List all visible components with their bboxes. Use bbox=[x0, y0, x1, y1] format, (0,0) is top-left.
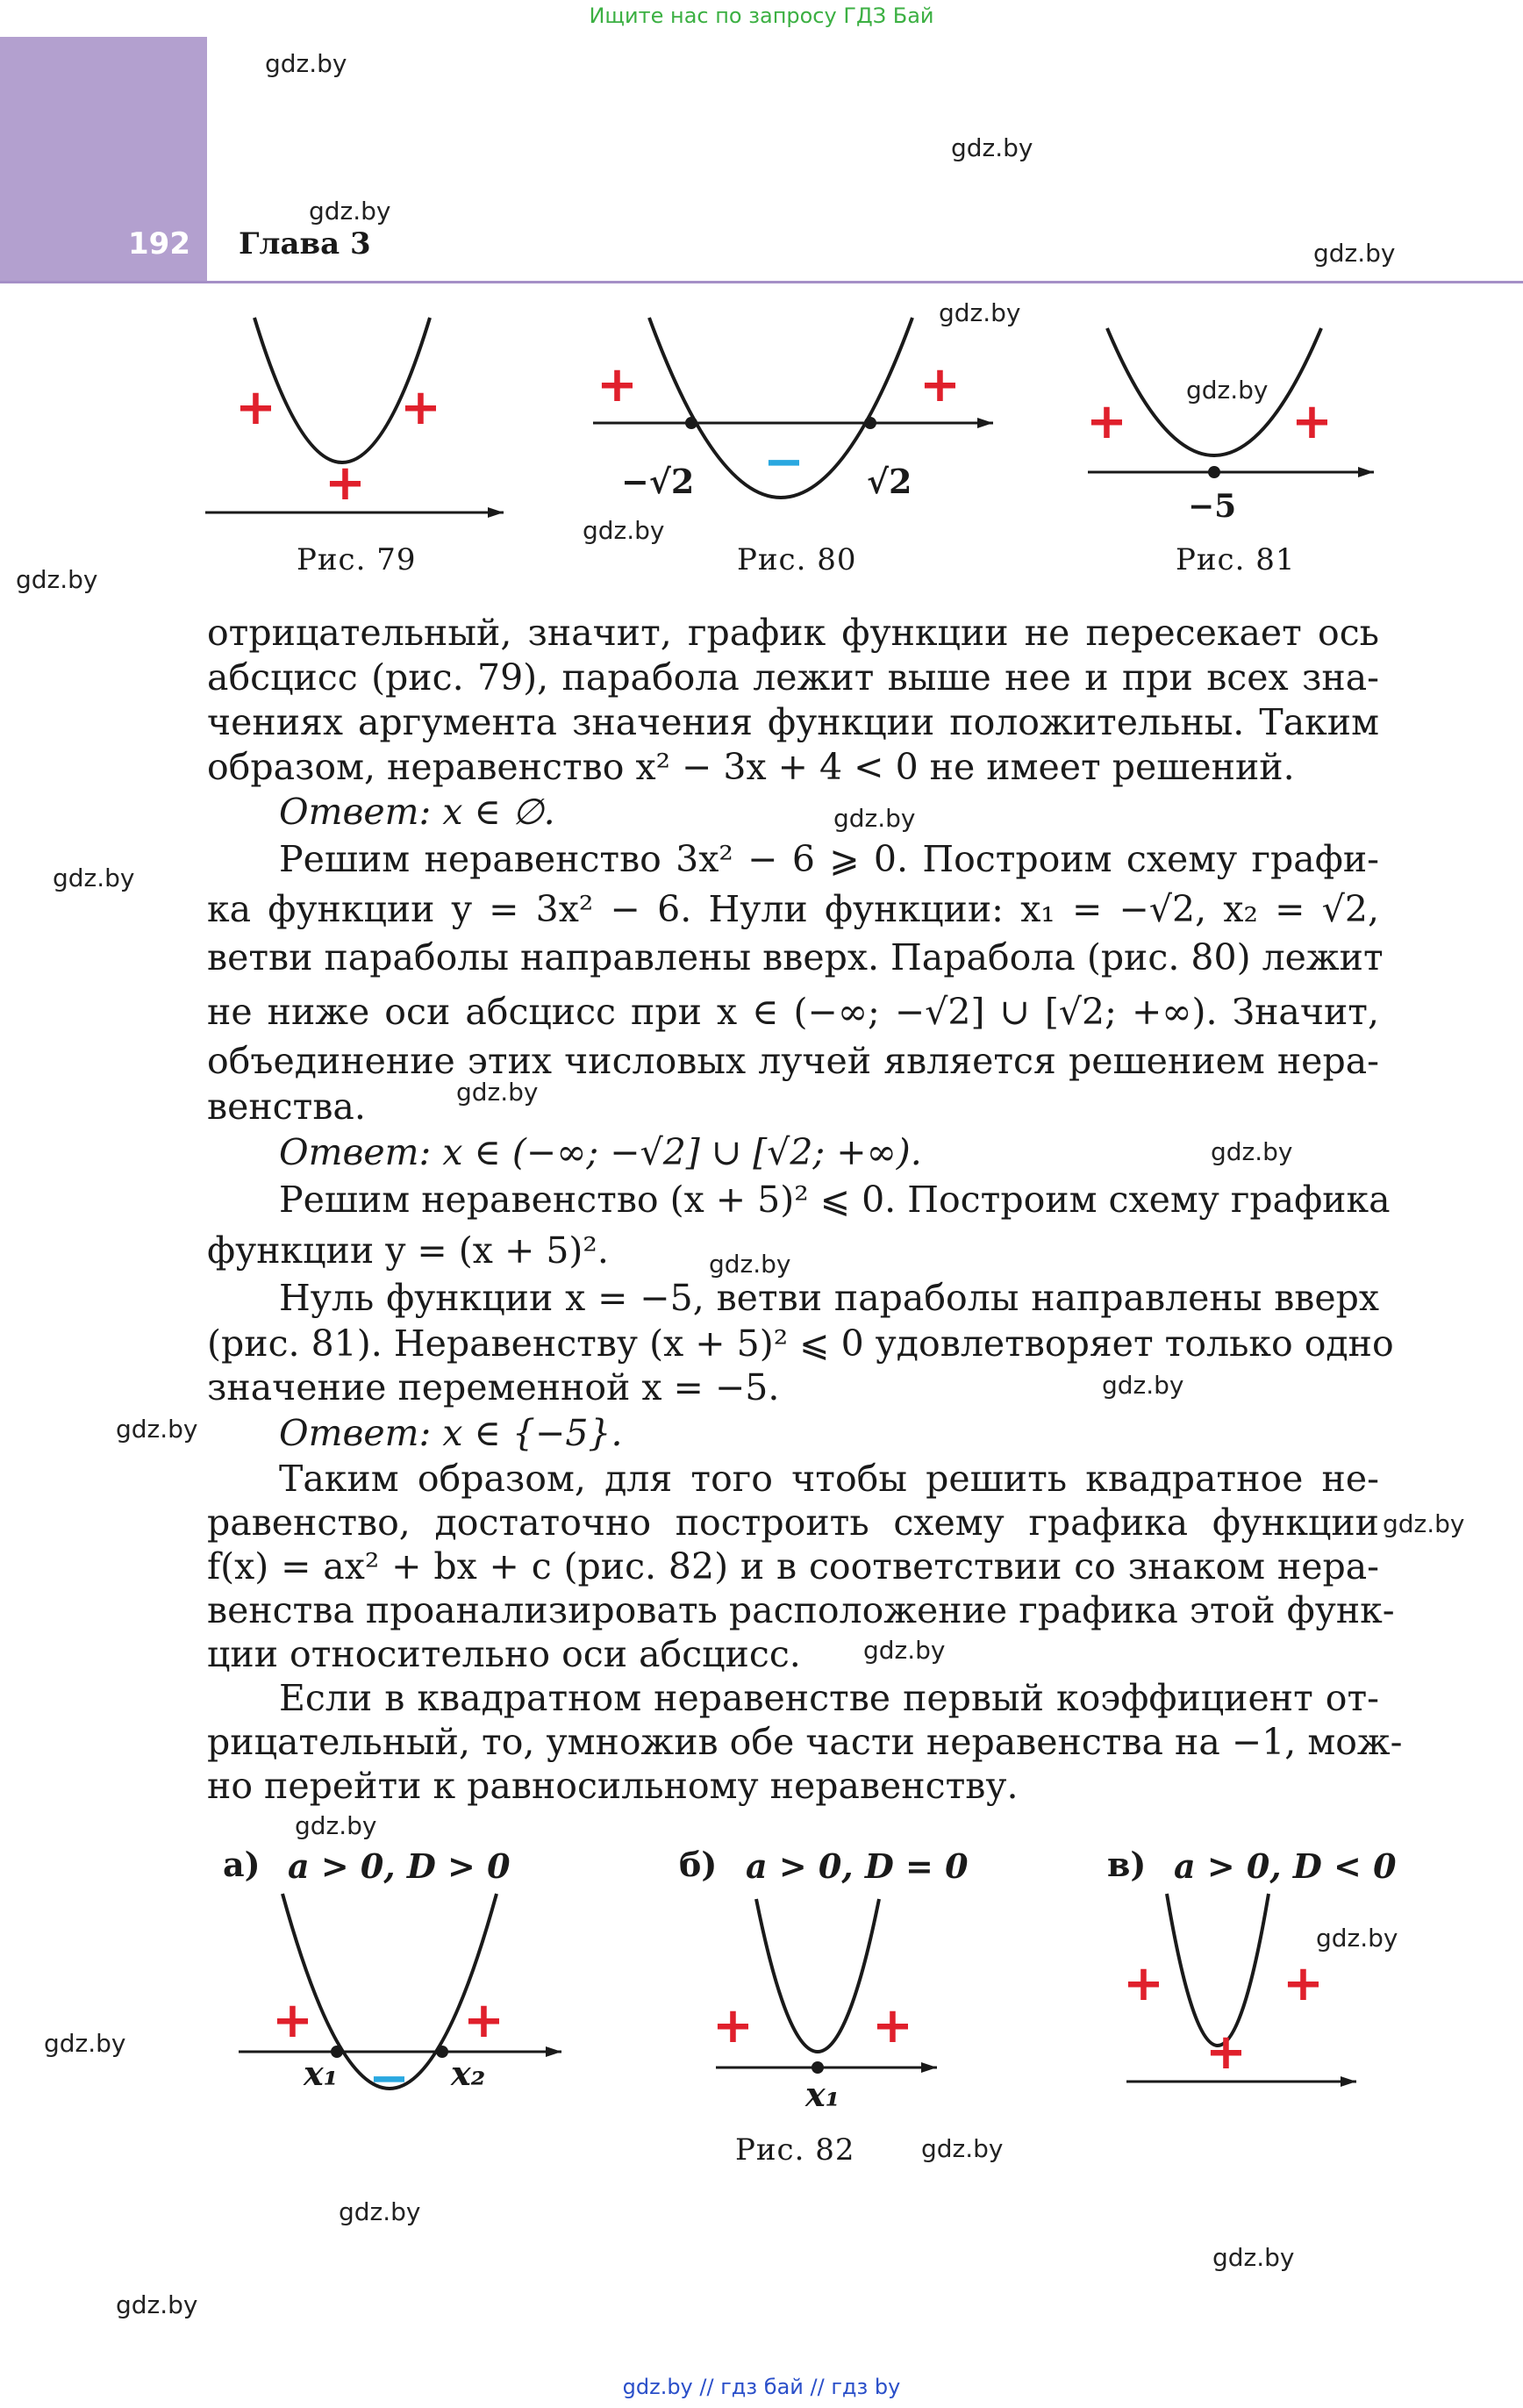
watermark: gdz.by bbox=[1313, 239, 1396, 268]
plus-sign: + bbox=[1086, 393, 1127, 450]
figure-80-caption: Рис. 80 bbox=[737, 542, 857, 577]
fig82-b-label: б) bbox=[679, 1845, 718, 1884]
figure-81-caption: Рис. 81 bbox=[1176, 542, 1296, 577]
axis-arrow-80 bbox=[977, 418, 993, 428]
plus-sign: + bbox=[463, 1992, 504, 2049]
fig82-a-label: а) bbox=[223, 1845, 261, 1884]
minus-sign: − bbox=[763, 434, 804, 491]
watermark: gdz.by bbox=[951, 133, 1033, 162]
axis-arrow-81 bbox=[1358, 467, 1374, 477]
root-label-left: −√2 bbox=[621, 462, 695, 501]
fig82-a-condition: a > 0, D > 0 bbox=[288, 1846, 511, 1886]
text-line: абсцисс (рис. 79), парабола лежит выше нее и при всех зна- bbox=[207, 656, 1379, 699]
watermark: gdz.by bbox=[1316, 1924, 1398, 1953]
page-number: 192 bbox=[128, 226, 190, 262]
fig82-c-condition: a > 0, D < 0 bbox=[1174, 1846, 1397, 1886]
text-line: Если в квадратном неравенстве первый коэффициент от- bbox=[279, 1677, 1379, 1719]
watermark: gdz.by bbox=[295, 1811, 377, 1840]
watermark: gdz.by bbox=[339, 2197, 421, 2226]
text-line: чениях аргумента значения функции положительны. Таким bbox=[207, 701, 1379, 743]
plus-sign: + bbox=[919, 356, 961, 413]
plus-sign: + bbox=[712, 1997, 754, 2054]
plus-sign: + bbox=[1123, 1955, 1164, 2012]
text-line: равенство, достаточно построить схему графика функции bbox=[207, 1501, 1379, 1544]
text-line: f(x) = ax² + bx + c (рис. 82) и в соответствии со знаком нера- bbox=[207, 1545, 1379, 1587]
figure-81 bbox=[1084, 318, 1400, 484]
chapter-title: Глава 3 bbox=[239, 226, 371, 262]
watermark: gdz.by bbox=[16, 565, 98, 594]
header-rule bbox=[0, 281, 1523, 283]
bottom-banner[interactable]: gdz.by // гдз бай // гдз by bbox=[622, 2375, 901, 2399]
text-line: функции y = (x + 5)². bbox=[207, 1229, 609, 1272]
minus-sign: − bbox=[368, 2050, 410, 2107]
axis-arrow-82b bbox=[921, 2062, 937, 2073]
figure-82-caption: Рис. 82 bbox=[735, 2132, 855, 2168]
text-line: но перейти к равносильному неравенству. bbox=[207, 1765, 1019, 1807]
root-label-x1: x₁ bbox=[304, 2053, 339, 2093]
watermark: gdz.by bbox=[1211, 1137, 1293, 1166]
plus-sign: + bbox=[1205, 2024, 1247, 2081]
root-label: −5 bbox=[1188, 488, 1237, 525]
text-line: ка функции y = 3x² − 6. Нули функции: x₁ = −√2, x₂ = √2, bbox=[207, 888, 1379, 930]
root-point bbox=[1208, 466, 1220, 478]
text-line: не ниже оси абсцисс при x ∈ (−∞; −√2] ∪ [√2; +∞). Значит, bbox=[207, 991, 1379, 1033]
answer-1: Ответ: x ∈ ∅. bbox=[279, 791, 555, 833]
text-line: ветви параболы направлены вверх. Парабола (рис. 80) лежит bbox=[207, 936, 1384, 978]
plus-sign: + bbox=[872, 1997, 913, 2054]
fig82-b-condition: a > 0, D = 0 bbox=[746, 1846, 969, 1886]
watermark: gdz.by bbox=[116, 1415, 198, 1444]
text-line: отрицательный, значит, график функции не пересекает ось bbox=[207, 612, 1379, 654]
axis-arrow-82c bbox=[1341, 2076, 1356, 2087]
watermark: gdz.by bbox=[1383, 1509, 1465, 1538]
plus-sign: + bbox=[272, 1992, 313, 2049]
text-line: Решим неравенство (x + 5)² ⩽ 0. Построим схему графика bbox=[279, 1179, 1391, 1221]
text-line: образом, неравенство x² − 3x + 4 < 0 не имеет решений. bbox=[207, 746, 1295, 788]
text-line: значение переменной x = −5. bbox=[207, 1366, 780, 1408]
plus-sign: + bbox=[235, 379, 276, 436]
watermark: gdz.by bbox=[583, 516, 665, 545]
watermark: gdz.by bbox=[921, 2134, 1004, 2163]
plus-sign: + bbox=[400, 379, 441, 436]
watermark: gdz.by bbox=[309, 197, 391, 226]
plus-sign: + bbox=[325, 455, 366, 512]
text-line: ции относительно оси абсцисс. bbox=[207, 1633, 801, 1675]
watermark: gdz.by bbox=[116, 2290, 198, 2319]
watermark: gdz.by bbox=[709, 1250, 791, 1279]
root-point bbox=[864, 417, 876, 429]
root-point bbox=[685, 417, 697, 429]
parabola-81 bbox=[1107, 328, 1321, 455]
watermark: gdz.by bbox=[863, 1636, 946, 1665]
axis-arrow-79 bbox=[488, 507, 504, 518]
fig82-c-label: в) bbox=[1107, 1845, 1147, 1884]
figure-80 bbox=[590, 307, 1011, 535]
watermark: gdz.by bbox=[1186, 376, 1269, 405]
answer-3: Ответ: x ∈ {−5}. bbox=[279, 1412, 623, 1454]
top-banner[interactable]: Ищите нас по запросу ГДЗ Бай bbox=[589, 4, 934, 28]
answer-2: Ответ: x ∈ (−∞; −√2] ∪ [√2; +∞). bbox=[279, 1131, 922, 1173]
watermark: gdz.by bbox=[456, 1078, 539, 1107]
text-line: Таким образом, для того чтобы решить квадратное не- bbox=[279, 1458, 1379, 1500]
root-point bbox=[812, 2061, 824, 2074]
text-line: объединение этих числовых лучей является решением нера- bbox=[207, 1040, 1379, 1082]
watermark: gdz.by bbox=[44, 2029, 126, 2058]
root-label-right: √2 bbox=[867, 462, 912, 501]
plus-sign: + bbox=[597, 356, 638, 413]
root-label-x2: x₂ bbox=[451, 2053, 486, 2093]
text-line: венства. bbox=[207, 1086, 366, 1128]
watermark: gdz.by bbox=[1212, 2243, 1295, 2272]
figure-79-caption: Рис. 79 bbox=[297, 542, 417, 577]
text-line: рицательный, то, умножив обе части неравенства на −1, мож- bbox=[207, 1721, 1403, 1763]
root-label-x1: x₁ bbox=[805, 2075, 840, 2114]
text-line: Решим неравенство 3x² − 6 ⩾ 0. Построим схему графи- bbox=[279, 838, 1379, 880]
text-line: (рис. 81). Неравенству (x + 5)² ⩽ 0 удовлетворяет только одно bbox=[207, 1322, 1394, 1365]
axis-arrow-82a bbox=[546, 2046, 561, 2057]
parabola-82b bbox=[756, 1899, 879, 2052]
watermark: gdz.by bbox=[833, 804, 916, 833]
watermark: gdz.by bbox=[939, 298, 1021, 327]
watermark: gdz.by bbox=[53, 864, 135, 892]
watermark: gdz.by bbox=[265, 49, 347, 78]
text-line: венства проанализировать расположение графика этой функ- bbox=[207, 1589, 1395, 1631]
root-point bbox=[436, 2046, 448, 2058]
plus-sign: + bbox=[1283, 1955, 1324, 2012]
plus-sign: + bbox=[1291, 393, 1333, 450]
watermark: gdz.by bbox=[1102, 1371, 1184, 1400]
text-line: Нуль функции x = −5, ветви параболы направлены вверх bbox=[279, 1277, 1379, 1319]
